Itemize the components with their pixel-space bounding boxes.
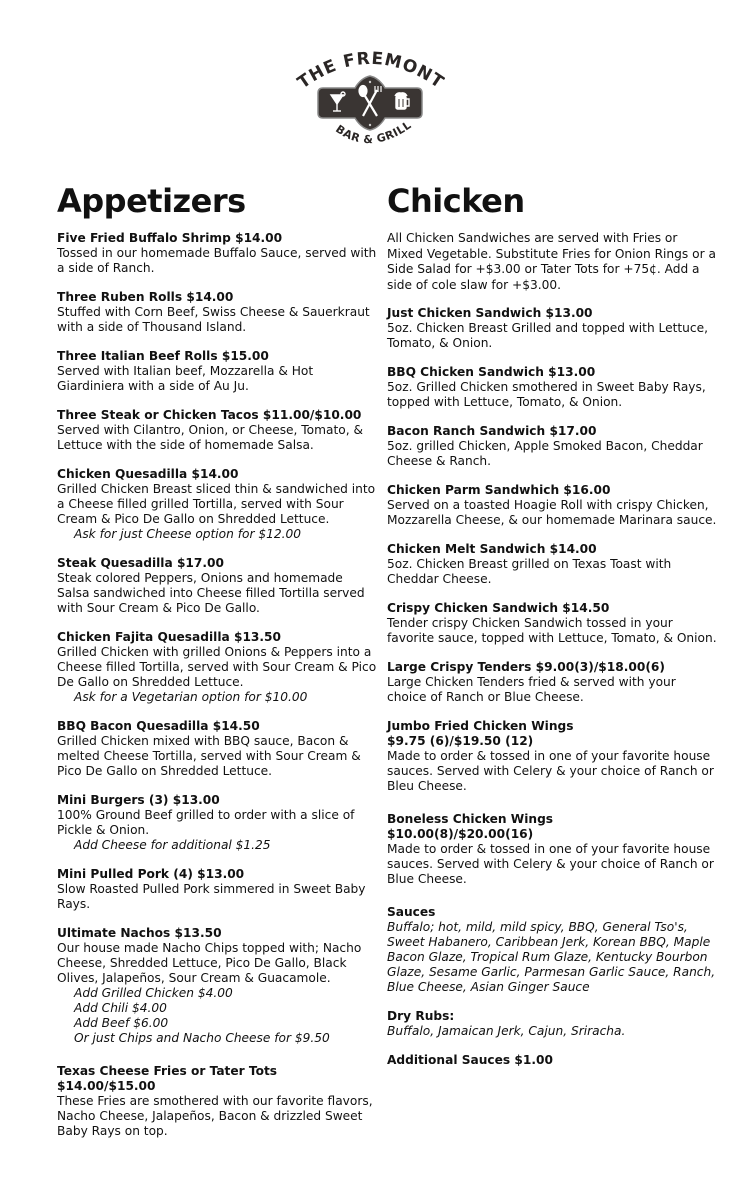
- menu-item-name: BBQ Chicken Sandwich $13.00: [387, 365, 596, 379]
- menu-item-description: 100% Ground Beef grilled to order with a slice of Pickle & Onion.: [57, 808, 355, 837]
- menu-item: [57, 793, 377, 853]
- menu-item: [387, 483, 717, 528]
- menu-item-name: Texas Cheese Fries or Tater Tots $14.00/$15.00: [57, 1064, 278, 1093]
- menu-item-name: Large Crispy Tenders $9.00(3)/$18.00(6): [387, 660, 665, 674]
- logo-top-text: THE FREMON: [295, 48, 437, 94]
- menu-item-name: Ultimate Nachos $13.50: [57, 926, 222, 940]
- menu-item-description: 5oz. Chicken Breast Grilled and topped with Lettuce, Tomato, & Onion.: [387, 321, 708, 350]
- menu-item-note: Or just Chips and Nacho Cheese for $9.50: [74, 1031, 330, 1045]
- menu-item-description: Made to order & tossed in one of your favorite house sauces. Served with Celery & your choice of Ranch or Bleu Cheese.: [387, 749, 714, 793]
- menu-item-description: Served with Italian beef, Mozzarella & Hot Giardiniera with a side of Au Ju.: [57, 364, 314, 393]
- menu-item-note: Add Cheese for additional $1.25: [74, 838, 271, 852]
- menu-item: [57, 1064, 377, 1139]
- menu-item-description: Made to order & tossed in one of your favorite house sauces. Served with Celery & your choice of Ranch or Blue Cheese.: [387, 842, 714, 886]
- menu-item: [57, 408, 377, 453]
- menu-item: [57, 231, 377, 276]
- menu-item-name: Boneless Chicken Wings: [387, 812, 554, 826]
- menu-item-note: Add Beef $6.00: [74, 1016, 169, 1030]
- menu-item: [57, 867, 377, 912]
- menu-item: [387, 365, 717, 410]
- menu-item-price: $10.00(8)/$20.00(16): [387, 827, 534, 841]
- menu-item: [387, 306, 717, 351]
- menu-item-description: 5oz. Grilled Chicken smothered in Sweet Baby Rays, topped with Lettuce, Tomato, & Onion.: [387, 380, 706, 409]
- menu-item-name: Mini Burgers (3) $13.00: [57, 793, 220, 807]
- sauces-list: Buffalo; hot, mild, mild spicy, BBQ, General Tso's, Sweet Habanero, Caribbean Jerk, Korean BBQ, Maple Bacon Glaze, Tropical Rum Glaze, Kentucky Bourbon Glaze, Sesame Garlic, Parmesan Garlic Sauce, Ranch, Blue Cheese, Asian Ginger Sauce: [387, 920, 716, 994]
- menu-item-note: Ask for just Cheese option for $12.00: [74, 527, 302, 541]
- menu-item-description: Slow Roasted Pulled Pork simmered in Sweet Baby Rays.: [57, 882, 366, 911]
- menu-item-name: Five Fried Buffalo Shrimp $14.00: [57, 231, 283, 245]
- logo-bottom-text: BAR & GRILL: [333, 118, 414, 147]
- menu-item-description: Served on a toasted Hoagie Roll with crispy Chicken, Mozzarella Cheese, & our homemade Marinara sauce.: [387, 498, 717, 527]
- menu-item-description: Tender crispy Chicken Sandwich tossed in your favorite sauce, topped with Lettuce, Tomato, & Onion.: [387, 616, 717, 645]
- menu-item-description: Large Chicken Tenders fried & served with your choice of Ranch or Blue Cheese.: [387, 675, 676, 704]
- menu-item-name: Chicken Parm Sandwhich $16.00: [387, 483, 611, 497]
- menu-item-name: Just Chicken Sandwich $13.00: [387, 306, 593, 320]
- menu-item-description: Grilled Chicken with grilled Onions & Peppers into a Cheese filled Tortilla, served with Sour Cream & Pico De Gallo on Shredded Lettuce.: [57, 645, 377, 689]
- menu-item: [57, 349, 377, 394]
- menu-item-name: Three Steak or Chicken Tacos $11.00/$10.00: [57, 408, 362, 422]
- menu-item: [387, 601, 717, 646]
- appetizer-list: [57, 231, 377, 1139]
- menu-item-description: 5oz. grilled Chicken, Apple Smoked Bacon, Cheddar Cheese & Ranch.: [387, 439, 703, 468]
- menu-item-name: BBQ Bacon Quesadilla $14.50: [57, 719, 260, 733]
- menu-item: [57, 926, 377, 1046]
- menu-item-note: Add Chili $4.00: [74, 1001, 167, 1015]
- menu-item-name: Steak Quesadilla $17.00: [57, 556, 224, 570]
- menu-item-name: Jumbo Fried Chicken Wings: [387, 719, 574, 733]
- menu-item-name: Chicken Quesadilla $14.00: [57, 467, 239, 481]
- menu-item-name: Crispy Chicken Sandwich $14.50: [387, 601, 610, 615]
- menu-item: [387, 424, 717, 469]
- chicken-list: [387, 306, 717, 887]
- menu-item-price: $9.75 (6)/$19.50 (12): [387, 734, 534, 748]
- menu-item-name: Three Ruben Rolls $14.00: [57, 290, 234, 304]
- menu-item-description: 5oz. Chicken Breast grilled on Texas Toast with Cheddar Cheese.: [387, 557, 672, 586]
- menu-item: [387, 660, 717, 705]
- menu-item: [57, 556, 377, 616]
- sauces-block: [387, 905, 717, 995]
- menu-item: [387, 812, 717, 887]
- menu-item-description: Our house made Nacho Chips topped with; Nacho Cheese, Shredded Lettuce, Pico De Gallo, Black Olives, Jalapeños, Sour Cream & Guacamole.: [57, 941, 362, 985]
- menu-item-description: Grilled Chicken mixed with BBQ sauce, Bacon & melted Cheese Tortilla, served with Sour Cream & Pico De Gallo on Shredded Lettuce.: [57, 734, 361, 778]
- chicken-heading: Chicken: [387, 182, 525, 220]
- menu-item-note: Add Grilled Chicken $4.00: [74, 986, 233, 1000]
- menu-item: [57, 630, 377, 705]
- appetizers-heading: Appetizers: [57, 182, 246, 220]
- menu-item-name: Three Italian Beef Rolls $15.00: [57, 349, 269, 363]
- menu-item-description: Grilled Chicken Breast sliced thin & sandwiched into a Cheese filled grilled Tortilla, served with Sour Cream & Pico De Gallo on Shredded Lettuce.: [57, 482, 376, 526]
- dry-rubs-block: [387, 1009, 717, 1039]
- appetizers-section: [57, 180, 377, 1153]
- menu-item-description: Steak colored Peppers, Onions and homemade Salsa sandwiched into Cheese filled Tortilla served with Sour Cream & Pico De Gallo.: [57, 571, 365, 615]
- additional-sauces: [387, 1053, 717, 1068]
- menu-item-description: Tossed in our homemade Buffalo Sauce, served with a side of Ranch.: [57, 246, 377, 275]
- menu-item-description: Served with Cilantro, Onion, or Cheese, Tomato, & Lettuce with the side of homemade Salsa.: [57, 423, 363, 452]
- menu-item-note: Ask for a Vegetarian option for $10.00: [74, 690, 308, 704]
- menu-item-name: Bacon Ranch Sandwich $17.00: [387, 424, 597, 438]
- menu-item-name: Chicken Fajita Quesadilla $13.50: [57, 630, 282, 644]
- logo-graphic: [295, 44, 445, 154]
- chicken-intro: All Chicken Sandwiches are served with Fries or Mixed Vegetable. Substitute Fries for Onion Rings or a Side Salad for +$3.00 or Tater Tots for +75¢. Add a side of cole slaw for +$3.00.: [387, 231, 716, 292]
- chicken-section: [387, 180, 717, 1082]
- menu-item-description: These Fries are smothered with our favorite flavors, Nacho Cheese, Jalapeños, Bacon & drizzled Sweet Baby Rays on top.: [57, 1094, 373, 1138]
- menu-item: [57, 290, 377, 335]
- menu-item-name: Mini Pulled Pork (4) $13.00: [57, 867, 245, 881]
- menu-item: [387, 719, 717, 794]
- dry-rubs-list: Buffalo, Jamaican Jerk, Cajun, Sriracha.: [387, 1024, 626, 1038]
- additional-sauces-label: Additional Sauces $1.00: [387, 1053, 553, 1067]
- dry-rubs-title: Dry Rubs:: [387, 1009, 455, 1023]
- menu-item-description: Stuffed with Corn Beef, Swiss Cheese & Sauerkraut with a side of Thousand Island.: [57, 305, 370, 334]
- menu-item: [387, 542, 717, 587]
- menu-item: [57, 719, 377, 779]
- menu-item-name: Chicken Melt Sandwich $14.00: [387, 542, 597, 556]
- sauces-title: Sauces: [387, 905, 436, 919]
- restaurant-logo: [295, 44, 445, 154]
- menu-item: [57, 467, 377, 542]
